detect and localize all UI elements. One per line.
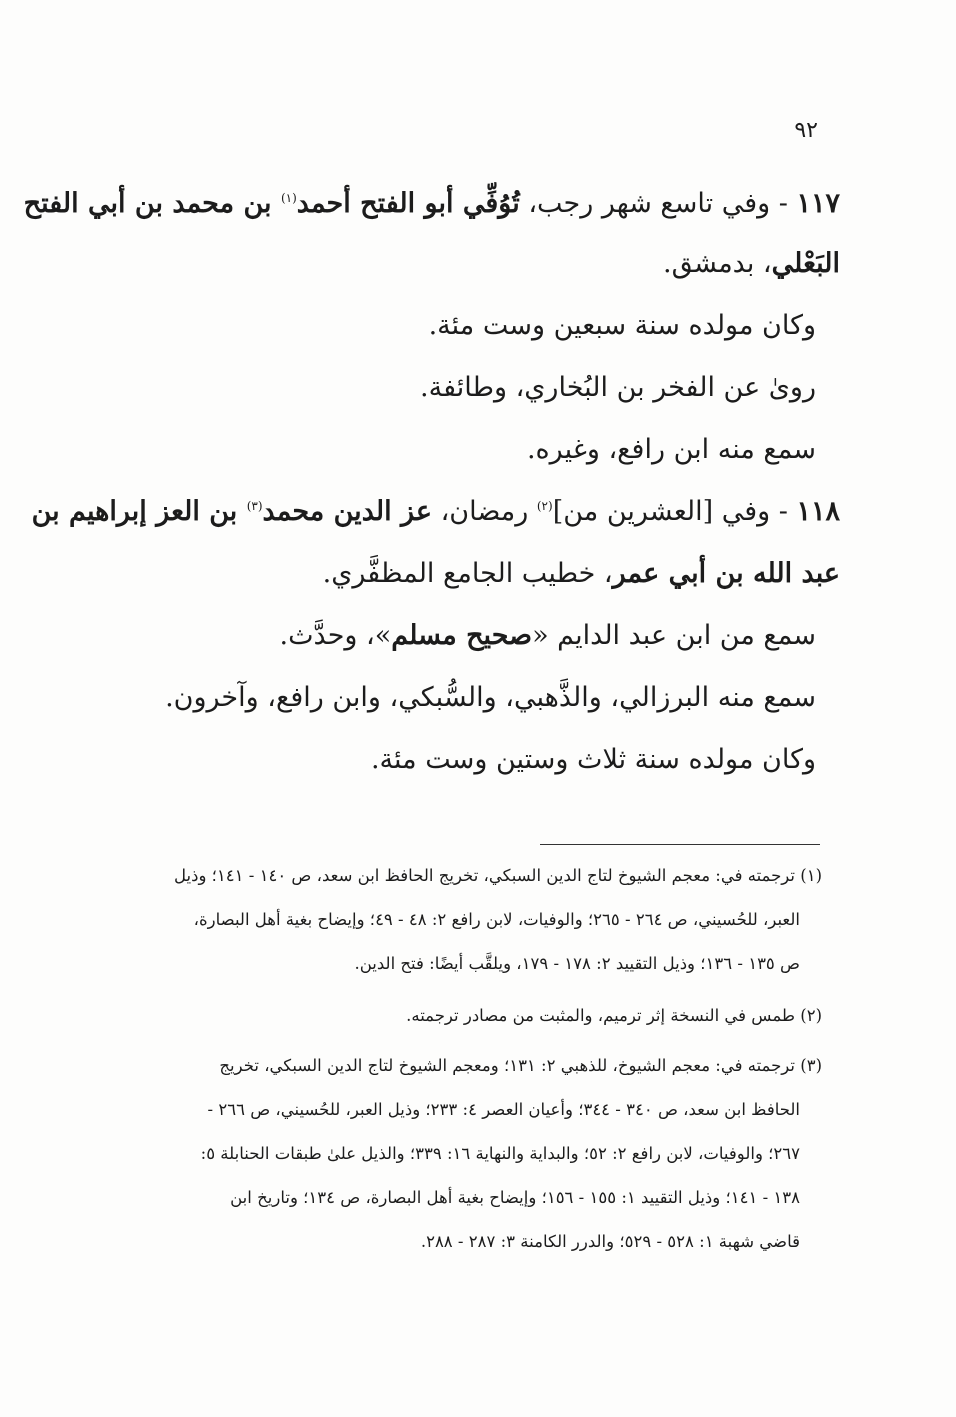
entry-118-intro: - وفي [العشرين من] (552, 496, 797, 527)
entry-117-place: ، بدمشق. (663, 248, 772, 279)
entry-118-number: ١١٨ (796, 496, 840, 527)
footnote-1-line-1: (١) ترجمته في: معجم الشيوخ لتاج الدين السبكي، تخريج الحافظ ابن سعد، ص ١٤٠ - ١٤١؛ وذيل (174, 866, 822, 885)
entry-118-heard-suffix: »، وحدَّث. (279, 620, 392, 651)
entry-117-heard: سمع منه ابن رافع، وغيره. (526, 434, 816, 465)
entry-117-narrated: رویٰ عن الفخر بن البُخاري، وطائفة. (420, 372, 816, 403)
entry-117-lineage: بن محمد بن أبي الفتح (23, 188, 281, 219)
page-number: ٩٢ (794, 118, 818, 143)
entry-118-line-2 (323, 560, 840, 587)
footnote-divider (540, 844, 820, 845)
footnote-3-line-4: ١٣٨ - ١٤١؛ وذيل التقييد ١: ١٥٥ - ١٥٦؛ وإيضاح بغية أهل البصارة، ص ١٣٤؛ وتاريخ ابن (230, 1188, 800, 1207)
footnote-2-line-1: (٢) طمس في النسخة إثر ترميم، والمثبت من مصادر ترجمته. (406, 1006, 822, 1025)
footnote-ref-1[interactable]: (١) (280, 191, 297, 205)
entry-118-month: رمضان، (432, 496, 537, 527)
entry-118-book: صحيح مسلم (391, 620, 533, 651)
entry-118-heard (280, 622, 816, 649)
footnote-ref-2[interactable]: (٢) (536, 499, 553, 513)
entry-118-line-1 (32, 498, 840, 525)
footnote-ref-3[interactable]: (٣) (246, 499, 263, 513)
footnote-3-line-1: (٣) ترجمته في: معجم الشيوخ، للذهبي ٢: ١٣١؛ ومعجم الشيوخ لتاج الدين السبكي، تخريج (219, 1056, 822, 1075)
entry-117-number: ١١٧ (796, 188, 840, 219)
entry-118-birth: وكان مولده سنة ثلاث وستين وست مئة. (370, 744, 816, 775)
entry-117-birth: وكان مولده سنة سبعين وست مئة. (428, 310, 816, 341)
entry-117-name: تُوُفِّي أبو الفتح أحمد (296, 188, 520, 219)
entry-117-intro: - وفي تاسع شهر رجب، (519, 188, 797, 219)
footnote-1-line-3: ص ١٣٥ - ١٣٦؛ وذيل التقييد ٢: ١٧٨ - ١٧٩، ويلقَّب أيضًا: فتح الدين. (354, 954, 800, 973)
entry-118-students: سمع منه البرزالي، والذَّهبي، والسُّبكي، وابن رافع، وآخرون. (165, 682, 816, 713)
footnote-3-line-3: ٢٦٧؛ والوفيات، لابن رافع ٢: ٥٢؛ والبداية والنهاية ١٦: ٣٣٩؛ والذيل علىٰ طبقات الحنابلة ٥: (200, 1144, 800, 1163)
footnote-1-line-2: العبر، للحُسيني، ص ٢٦٤ - ٢٦٥؛ والوفيات، لابن رافع ٢: ٤٨ - ٤٩؛ وإيضاح بغية أهل البصارة، (193, 910, 800, 929)
entry-117-line-1 (24, 190, 840, 217)
entry-117-line-2 (663, 250, 840, 277)
footnote-3-line-2: الحافظ ابن سعد، ص ٣٤٠ - ٣٤٤؛ وأعيان العصر ٤: ٢٣٣؛ وذيل العبر، للحُسيني، ص ٢٦٦ - (207, 1100, 800, 1119)
entry-118-heard-prefix: سمع من ابن عبد الدايم « (532, 620, 816, 651)
entry-118-lineage: بن العز إبراهيم بن (31, 496, 247, 527)
footnote-3-line-5: قاضي شهبة ١: ٥٢٨ - ٥٢٩؛ والدرر الكامنة ٣: ٢٨٧ - ٢٨٨. (420, 1232, 800, 1251)
entry-118-name: عز الدين محمد (262, 496, 432, 527)
entry-117-nisba: البَعْلي (771, 248, 840, 279)
entry-118-title: ، خطيب الجامع المظفَّري. (322, 558, 613, 589)
entry-118-lineage-2: عبد الله بن أبي عمر (612, 558, 840, 589)
